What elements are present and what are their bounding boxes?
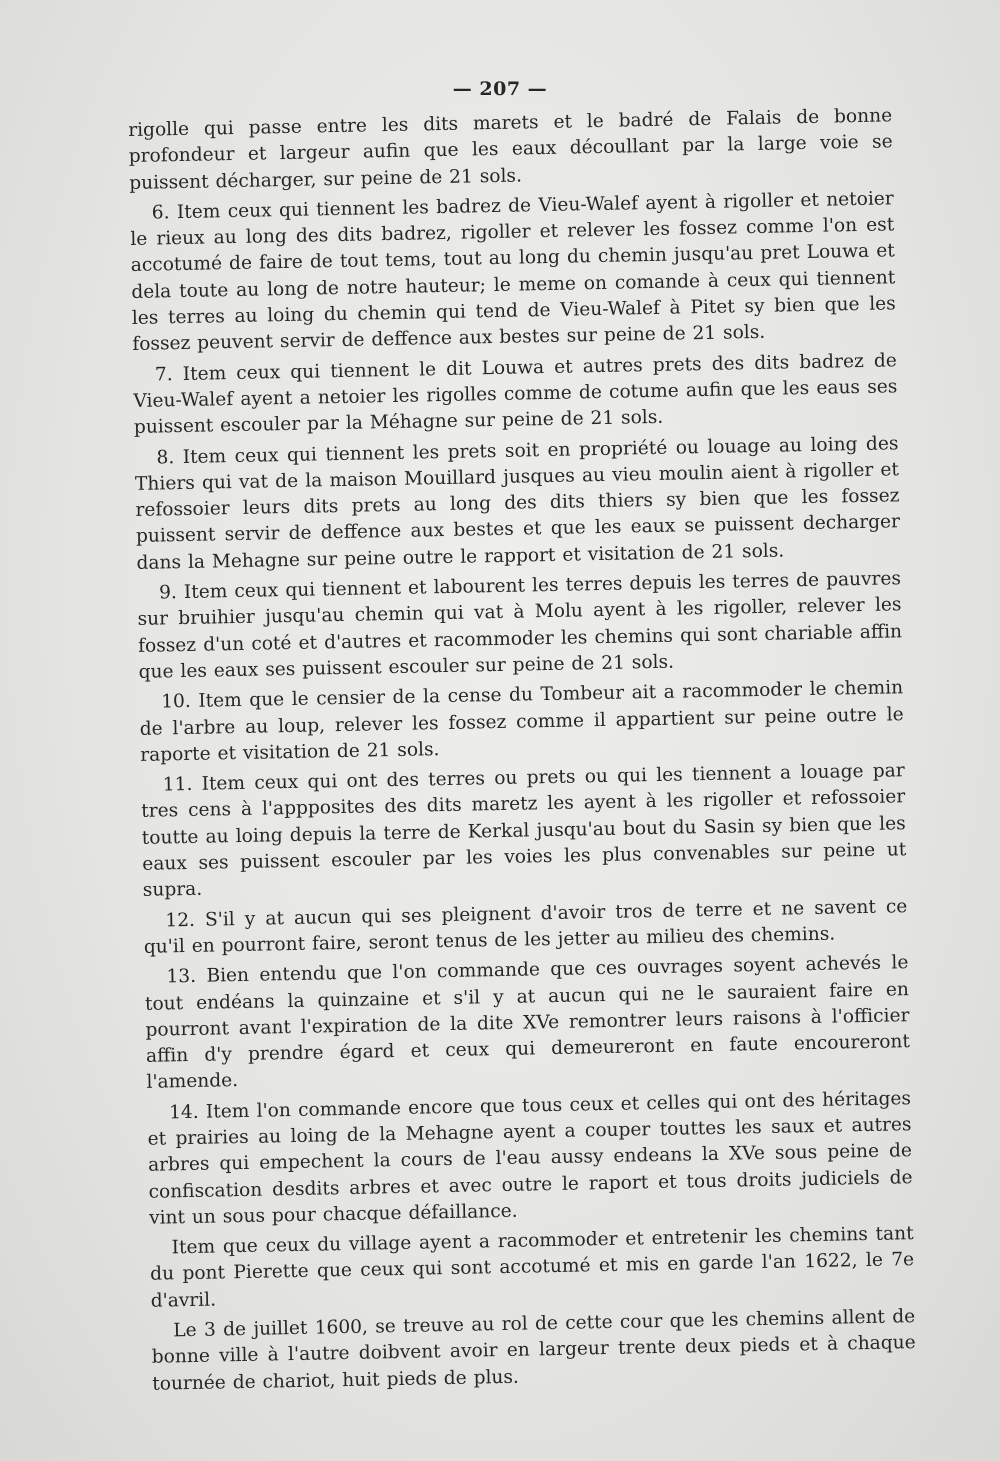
- paragraph-road-width: Le 3 de juillet 1600, se treuve au rol de cette cour que les chemins allent de bonne ville à l'autre doibvent avoir en largeur trente deux pieds et à chaque tournée de chariot, huit pieds de plus.: [151, 1306, 916, 1395]
- paragraph-item-6: 6. Item ceux qui tiennent les badrez de Vieu-Walef ayent à rigoller et netoier le rieux au long des dits badrez, rigoller et relever les fossez comme l'on est accotumé de faire de tout tems, tout au long du chemin jusqu'au pret Louwa et dela toute au long de notre hauteur; le meme on comande à ceux qui tiennent les terres au loing du chemin qui tend de Vieu-Walef à Pitet sy bien que les fossez peuvent servir de deffence aux bestes sur peine de 21 sols.: [130, 188, 896, 356]
- paragraph-item-14: 14. Item l'on commande encore que tous ceux et celles qui ont des héritages et prairies au loing de la Mehagne ayent a couper touttes les saux et autres arbres qui empechent la cours de l'eau aussy endeans la XVe sous peine de confiscation desdits arbres et avec outre le raport et tous droits judiciels de vint un sous pour chacque défaillance.: [147, 1087, 913, 1229]
- body-text: [128, 103, 917, 1401]
- paragraph-item-8: 8. Item ceux qui tiennent les prets soit en propriété ou louage au loing des Thiers qui vat de la maison Mouillard jusques au vieu moulin aient à rigoller et refossoier leurs dits prets au long des dits thiers sy bien que les fossez puissent servir de deffence aux bestes et que les eaux se puissent decharger dans la Mehagne sur peine outre le rapport et visitation de 21 sols.: [134, 432, 901, 574]
- paragraph-item-7: 7. Item ceux qui tiennent le dit Louwa et autres prets des dits badrez de Vieu-Walef ayent a netoier les rigolles comme de cotume aufin que les eaus ses puissent escouler par la Méhagne sur peine de 21 sols.: [133, 349, 898, 439]
- paragraph-continuation: rigolle qui passe entre les dits marets et le badré de Falais de bonne profondeur et largeur aufin que les eaux découllant par la large voie se puissent décharger, sur peine de 21 sols.: [128, 105, 893, 194]
- paragraph-item-13: 13. Bien entendu que l'on commande que ces ouvrages soyent achevés le tout endéans la quinzaine et s'il y at aucun qui ne le sauraient faire en pourront avant l'expiration de la dite XVe remontrer leurs raisons à l'officier affin d'y prendre égard et ceux qui demeureront en faute encoureront l'amende.: [144, 952, 911, 1094]
- paragraph-item-10: 10. Item que le censier de la cense du Tombeur ait a racommoder le chemin de l'arbre au loup, relever les fossez comme il appartient sur peine outre le raporte et visitation de 21 sols.: [139, 677, 904, 766]
- paragraph-item-9: 9. Item ceux qui tiennent et labourent les terres depuis les terres de pauvres sur bruihier jusqu'au chemin qui vat à Molu ayent à les rigoller, relever les fossez d'un coté et d'autres et racommoder les chemins qui sont chariable affin que les eaux ses puissent escouler sur peine de 21 sols.: [137, 568, 903, 683]
- paragraph-roads-maintenance: Item que ceux du village ayent a racommoder et entretenir les chemins tant du pont Pierette que ceux qui sont accotumé et mis en garde l'an 1622, le 7e d'avril.: [150, 1223, 915, 1312]
- paragraph-item-11: 11. Item ceux qui ont des terres ou prets ou qui les tiennent a louage par tres cens à l'appposites des dits maretz les ayent à les rigoller et refossoier toutte au loing depuis la terre de Kerkal jusqu'au bout du Sasin sy bien que les eaux ses puissent escouler par les voies les plus convenables sur peine ut supra.: [141, 760, 907, 902]
- paragraph-item-12: 12. S'il y at aucun qui ses pleignent d'avoir tros de terre et ne savent ce qu'il en pourront faire, seront tenus de les jetter au milieu des chemins.: [143, 895, 908, 958]
- page-number: — 207 —: [452, 78, 548, 100]
